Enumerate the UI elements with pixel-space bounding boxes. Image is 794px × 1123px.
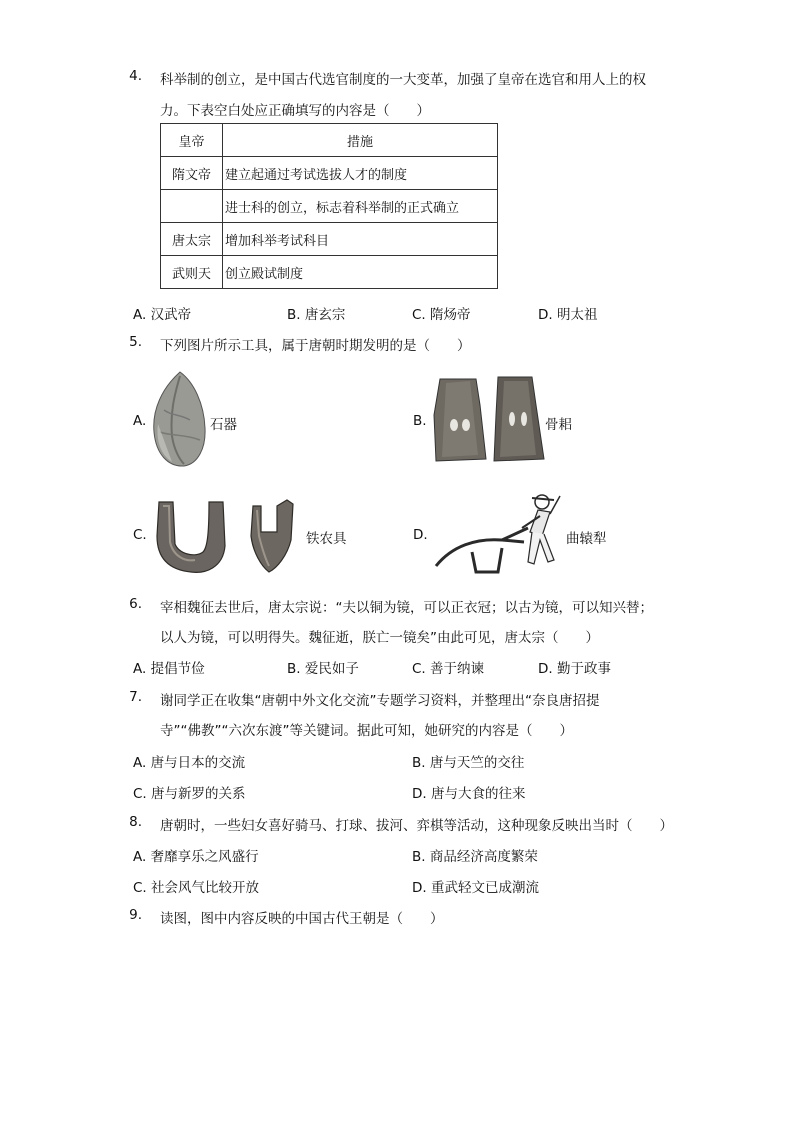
q5-option-a[interactable]: A. [133,413,147,429]
table-cell-measure: 增加科举考试科目 [223,223,498,256]
table-cell-emperor-blank [161,190,223,223]
q5-caption-a: 石器 [210,417,237,433]
q4-option-b[interactable]: B. 唐玄宗 [287,307,346,323]
table-cell-measure: 创立殿试制度 [223,256,498,289]
q7-option-d[interactable]: D. 唐与大食的往来 [412,786,526,802]
q8-option-a[interactable]: A. 奢靡享乐之风盛行 [133,849,259,865]
table-row [161,157,498,190]
table-row [161,223,498,256]
q5-stem: 下列图片所示工具，属于唐朝时期发明的是（ ） [160,338,471,354]
q7-option-a[interactable]: A. 唐与日本的交流 [133,755,246,771]
q4-option-c[interactable]: C. 隋炀帝 [412,307,471,323]
q7-stem-line1: 谢同学正在收集“唐朝中外文化交流”专题学习资料，并整理出“奈良唐招提 [160,693,600,709]
stone-tool-image [150,370,208,468]
q5-caption-d: 曲辕犁 [566,531,607,547]
q8-stem: 唐朝时，一些妇女喜好骑马、打球、拔河、弈棋等活动，这种现象反映出当时（ ） [160,818,673,834]
q6-option-a[interactable]: A. 提倡节俭 [133,661,205,677]
q5-caption-c: 铁农具 [306,531,347,547]
q4-stem-line2: 力。下表空白处应正确填写的内容是（ ） [160,103,430,119]
bone-spade-image [432,375,547,463]
table-header-measure: 措施 [223,124,498,157]
table-cell-emperor: 隋文帝 [161,157,223,190]
q8-option-c[interactable]: C. 社会风气比较开放 [133,880,260,896]
table-header-emperor: 皇帝 [161,124,223,157]
q5-option-d[interactable]: D. [413,527,428,543]
q8-option-b[interactable]: B. 商品经济高度繁荣 [412,849,538,865]
q5-caption-b: 骨耜 [545,417,572,433]
table-cell-measure: 进士科的创立，标志着科举制的正式确立 [223,190,498,223]
q9-stem: 读图，图中内容反映的中国古代王朝是（ ） [160,911,444,927]
table-cell-emperor: 武则天 [161,256,223,289]
q6-stem-line1: 宰相魏征去世后，唐太宗说：“夫以铜为镜，可以正衣冠；以古为镜，可以知兴替； [160,600,653,616]
q5-option-c[interactable]: C. [133,527,147,543]
q5-option-b[interactable]: B. [413,413,427,429]
q4-table [160,123,498,289]
q6-option-d[interactable]: D. 勤于政事 [538,661,611,677]
curved-plough-image [432,492,562,576]
q6-option-c[interactable]: C. 善于纳谏 [412,661,485,677]
q8-option-d[interactable]: D. 重武轻文已成潮流 [412,880,539,896]
q6-number: 6. [129,596,142,612]
q7-option-c[interactable]: C. 唐与新罗的关系 [133,786,246,802]
q5-number: 5. [129,334,142,350]
q7-option-b[interactable]: B. 唐与天竺的交往 [412,755,525,771]
q6-option-b[interactable]: B. 爱民如子 [287,661,359,677]
q8-number: 8. [129,814,142,830]
table-cell-emperor: 唐太宗 [161,223,223,256]
q7-stem-line2: 寺”“佛教”“六次东渡”等关键词。据此可知，她研究的内容是（ ） [160,723,573,739]
q9-number: 9. [129,907,142,923]
table-cell-measure: 建立起通过考试选拔人才的制度 [223,157,498,190]
q4-option-a[interactable]: A. 汉武帝 [133,307,192,323]
q4-stem-line1: 科举制的创立，是中国古代选官制度的一大变革，加强了皇帝在选官和用人上的权 [160,72,646,88]
q6-stem-line2: 以人为镜，可以明得失。魏征逝，朕亡一镜矣”由此可见，唐太宗（ ） [160,630,599,646]
table-row [161,190,498,223]
q4-option-d[interactable]: D. 明太祖 [538,307,598,323]
q7-number: 7. [129,689,142,705]
table-row [161,256,498,289]
table-header-row [161,124,498,157]
iron-tools-image [155,496,305,574]
q4-number: 4. [129,68,142,84]
